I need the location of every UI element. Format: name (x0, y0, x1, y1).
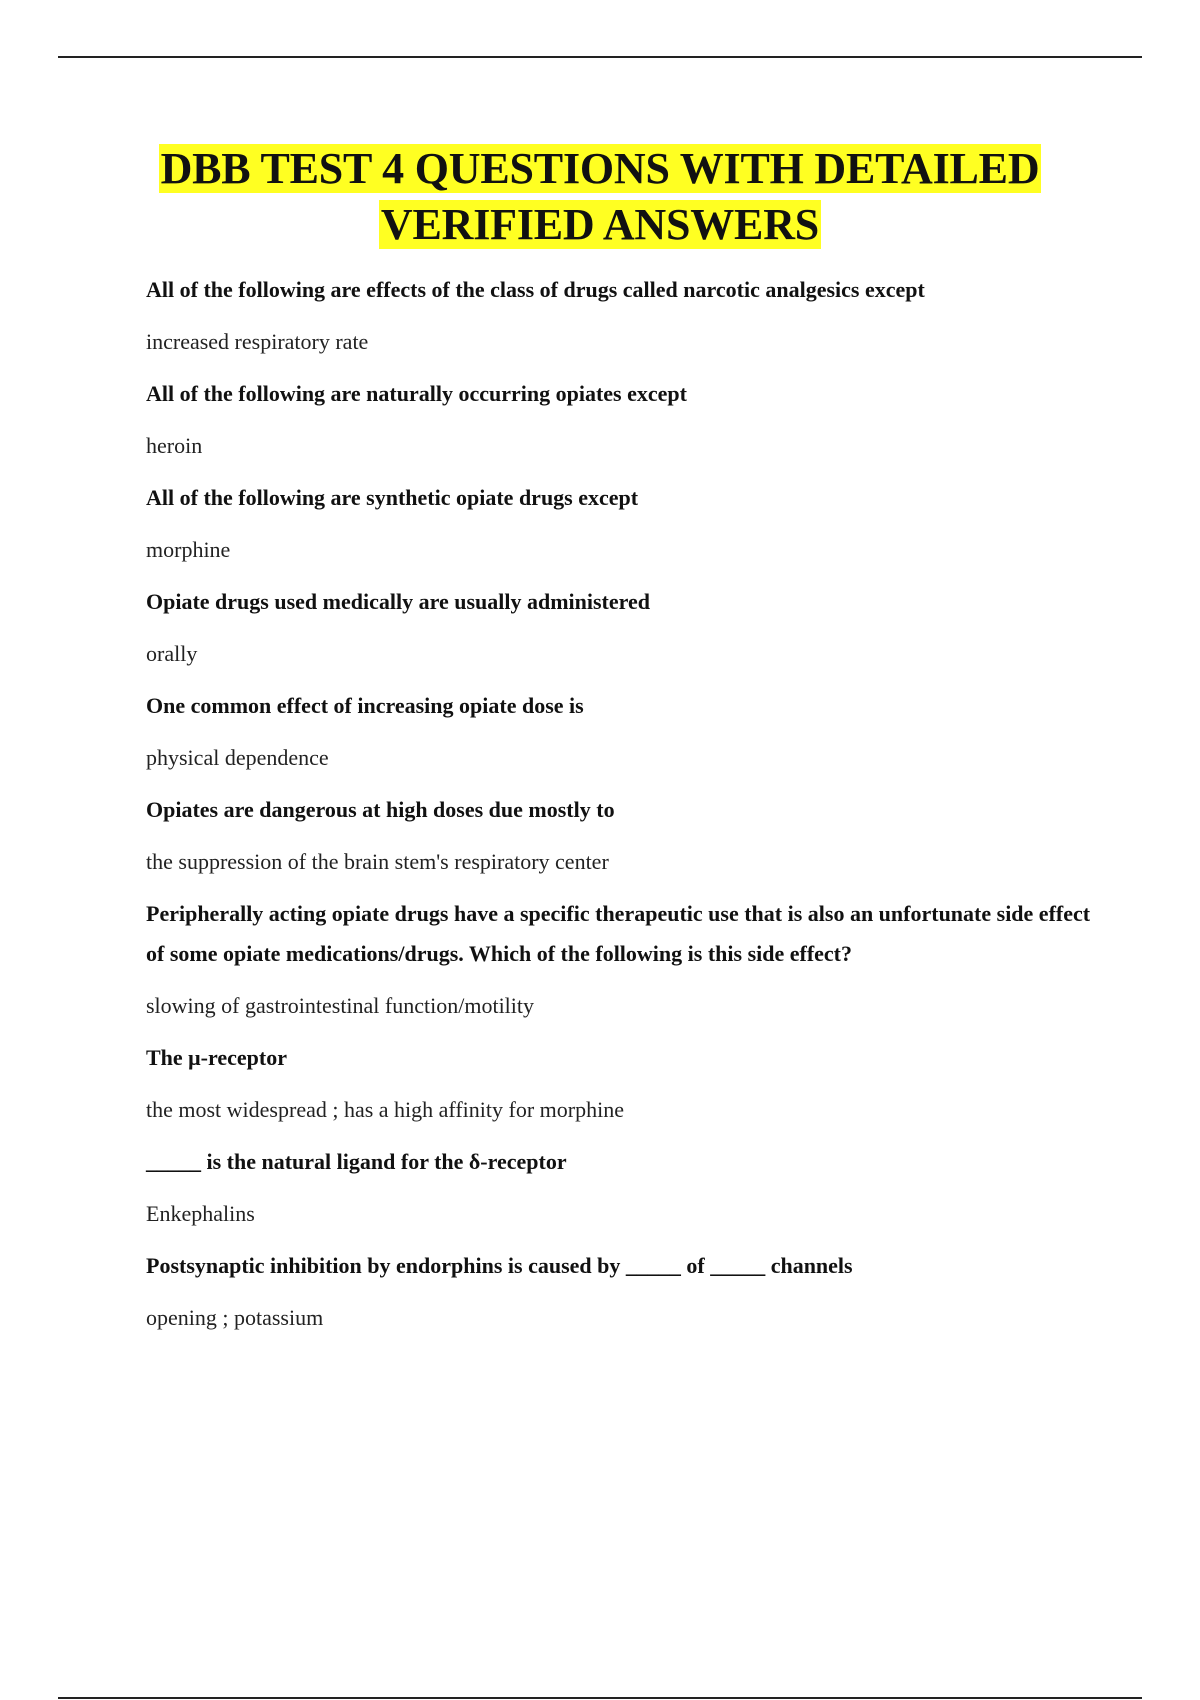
question-6: Opiates are dangerous at high doses due mostly to (146, 797, 615, 822)
question-2: All of the following are naturally occurring opiates except (146, 381, 687, 406)
question-9: _____ is the natural ligand for the δ-receptor (146, 1149, 567, 1174)
answer-9: Enkephalins (146, 1201, 255, 1226)
question-3: All of the following are synthetic opiate drugs except (146, 485, 639, 510)
question-10: Postsynaptic inhibition by endorphins is caused by _____ of _____ channels (146, 1253, 853, 1278)
document-title (0, 141, 1200, 253)
answer-7: slowing of gastrointestinal function/motility (146, 993, 535, 1018)
title-line-2: VERIFIED ANSWERS (380, 200, 820, 249)
title-line-1: DBB TEST 4 QUESTIONS WITH DETAILED (160, 144, 1040, 193)
answer-4: orally (146, 641, 198, 666)
answer-6: the suppression of the brain stem's respiratory center (146, 849, 609, 874)
answer-2: heroin (146, 433, 203, 458)
question-8: The μ-receptor (146, 1045, 287, 1070)
top-rule (58, 56, 1142, 58)
bottom-rule (58, 1697, 1142, 1699)
answer-3: morphine (146, 537, 231, 562)
question-7: Peripherally acting opiate drugs have a specific therapeutic use that is also an unfortunate side effect of some opiate medications/drugs. Which of the following is this side effect? (146, 901, 1091, 966)
qa-list (146, 270, 1106, 1350)
answer-5: physical dependence (146, 745, 329, 770)
answer-1: increased respiratory rate (146, 329, 369, 354)
question-5: One common effect of increasing opiate dose is (146, 693, 584, 718)
question-1: All of the following are effects of the class of drugs called narcotic analgesics except (146, 277, 925, 302)
question-4: Opiate drugs used medically are usually administered (146, 589, 651, 614)
answer-10: opening ; potassium (146, 1305, 324, 1330)
answer-8: the most widespread ; has a high affinity for morphine (146, 1097, 624, 1122)
